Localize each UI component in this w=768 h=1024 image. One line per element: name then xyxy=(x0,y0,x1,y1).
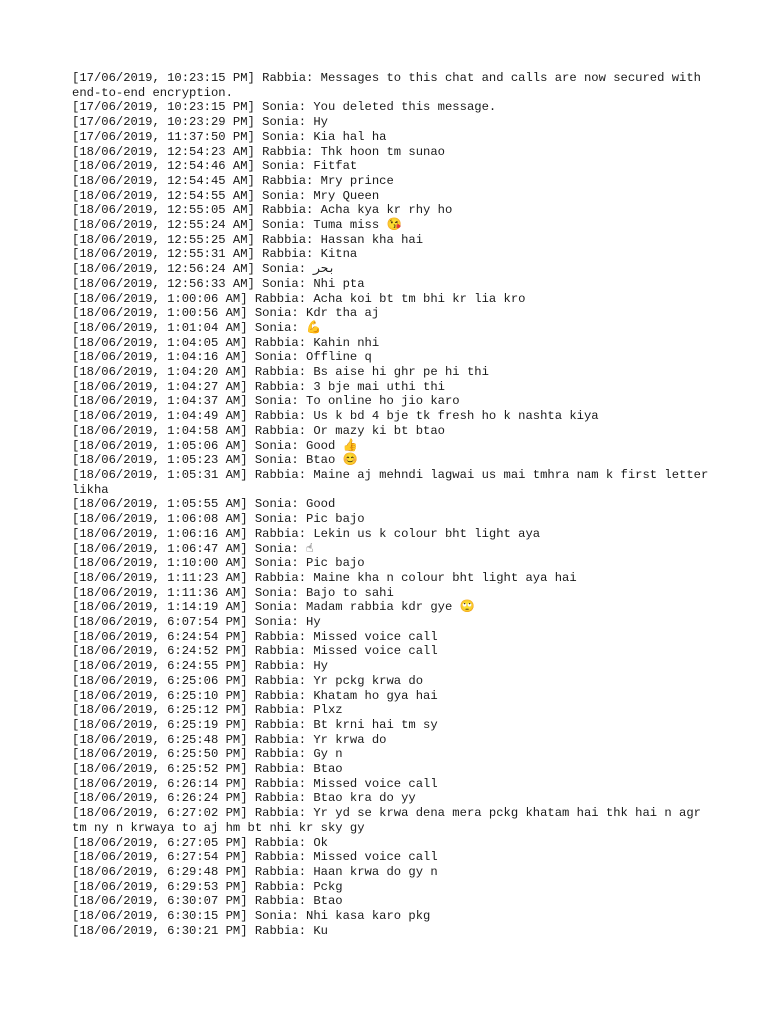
chat-export-page xyxy=(72,71,716,938)
chat-message-line: [18/06/2019, 6:25:06 PM] Rabbia: Yr pckg krwa do xyxy=(72,673,424,688)
chat-message-line: [18/06/2019, 6:30:15 PM] Sonia: Nhi kasa karo pkg xyxy=(72,909,431,924)
chat-message-line: [17/06/2019, 10:23:15 PM] Rabbia: Messages to this chat and calls are now secured with end-to-end encryption. xyxy=(72,71,709,100)
chat-message-line: [18/06/2019, 1:04:16 AM] Sonia: Offline q xyxy=(72,350,372,365)
chat-message-line: [18/06/2019, 12:56:24 AM] Sonia: بحر xyxy=(72,262,336,277)
chat-message-line: [18/06/2019, 6:25:10 PM] Rabbia: Khatam ho gya hai xyxy=(72,688,438,703)
chat-message-line: [18/06/2019, 1:06:08 AM] Sonia: Pic bajo xyxy=(72,512,365,527)
chat-message-line: [18/06/2019, 1:05:55 AM] Sonia: Good xyxy=(72,497,336,512)
chat-message-line: [17/06/2019, 10:23:15 PM] Sonia: You deleted this message. xyxy=(72,100,497,115)
chat-message-line: [18/06/2019, 1:10:00 AM] Sonia: Pic bajo xyxy=(72,556,365,571)
chat-message-line: [18/06/2019, 6:30:07 PM] Rabbia: Btao xyxy=(72,894,343,909)
chat-message-line: [18/06/2019, 6:27:05 PM] Rabbia: Ok xyxy=(72,835,328,850)
chat-message-line: [18/06/2019, 6:24:52 PM] Rabbia: Missed voice call xyxy=(72,644,438,659)
chat-message-line: [18/06/2019, 12:56:33 AM] Sonia: Nhi pta xyxy=(72,276,365,291)
chat-message-line: [18/06/2019, 1:06:47 AM] Sonia: ☝ xyxy=(72,541,314,556)
chat-message-line: [18/06/2019, 6:24:54 PM] Rabbia: Missed voice call xyxy=(72,629,438,644)
chat-message-line: [18/06/2019, 1:04:27 AM] Rabbia: 3 bje mai uthi thi xyxy=(72,379,445,394)
chat-message-line: [18/06/2019, 12:55:24 AM] Sonia: Tuma miss 😘 xyxy=(72,218,402,233)
chat-message-line: [18/06/2019, 1:00:06 AM] Rabbia: Acha koi bt tm bhi kr lia kro xyxy=(72,291,526,306)
chat-message-line: [18/06/2019, 1:04:49 AM] Rabbia: Us k bd 4 bje tk fresh ho k nashta kiya xyxy=(72,409,599,424)
chat-message-line: [18/06/2019, 12:54:45 AM] Rabbia: Mry prince xyxy=(72,173,394,188)
chat-message-line: [17/06/2019, 11:37:50 PM] Sonia: Kia hal ha xyxy=(72,129,387,144)
chat-message-line: [18/06/2019, 6:25:52 PM] Rabbia: Btao xyxy=(72,762,343,777)
chat-message-line: [18/06/2019, 6:25:50 PM] Rabbia: Gy n xyxy=(72,747,343,762)
chat-message-line: [18/06/2019, 6:27:54 PM] Rabbia: Missed voice call xyxy=(72,850,438,865)
chat-message-line: [18/06/2019, 6:29:53 PM] Rabbia: Pckg xyxy=(72,879,343,894)
chat-message-line: [18/06/2019, 6:07:54 PM] Sonia: Hy xyxy=(72,615,321,630)
chat-message-line: [18/06/2019, 12:55:31 AM] Rabbia: Kitna xyxy=(72,247,358,262)
chat-message-line: [18/06/2019, 6:26:24 PM] Rabbia: Btao kra do yy xyxy=(72,791,416,806)
chat-message-line: [18/06/2019, 6:25:48 PM] Rabbia: Yr krwa do xyxy=(72,732,387,747)
chat-message-line: [18/06/2019, 12:54:55 AM] Sonia: Mry Queen xyxy=(72,188,380,203)
chat-message-line: [18/06/2019, 1:14:19 AM] Sonia: Madam rabbia kdr gye 🙄 xyxy=(72,600,475,615)
chat-message-line: [18/06/2019, 1:11:36 AM] Sonia: Bajo to sahi xyxy=(72,585,394,600)
chat-message-line: [18/06/2019, 1:04:37 AM] Sonia: To online ho jio karo xyxy=(72,394,460,409)
chat-message-line: [18/06/2019, 12:55:25 AM] Rabbia: Hassan kha hai xyxy=(72,232,424,247)
chat-message-line: [17/06/2019, 10:23:29 PM] Sonia: Hy xyxy=(72,115,328,130)
chat-message-line: [18/06/2019, 1:05:06 AM] Sonia: Good 👍 xyxy=(72,438,358,453)
chat-message-line: [18/06/2019, 6:25:12 PM] Rabbia: Plxz xyxy=(72,703,343,718)
chat-log xyxy=(72,71,716,938)
chat-message-line: [18/06/2019, 12:54:23 AM] Rabbia: Thk hoon tm sunao xyxy=(72,144,445,159)
chat-message-line: [18/06/2019, 1:11:23 AM] Rabbia: Maine kha n colour bht light aya hai xyxy=(72,570,577,585)
chat-message-line: [18/06/2019, 1:04:20 AM] Rabbia: Bs aise hi ghr pe hi thi xyxy=(72,365,489,380)
chat-message-line: [18/06/2019, 6:29:48 PM] Rabbia: Haan krwa do gy n xyxy=(72,864,438,879)
chat-message-line: [18/06/2019, 1:00:56 AM] Sonia: Kdr tha aj xyxy=(72,306,380,321)
chat-message-line: [18/06/2019, 1:01:04 AM] Sonia: 💪 xyxy=(72,320,322,335)
chat-message-line: [18/06/2019, 6:25:19 PM] Rabbia: Bt krni hai tm sy xyxy=(72,717,438,732)
chat-message-line: [18/06/2019, 1:04:58 AM] Rabbia: Or mazy ki bt btao xyxy=(72,423,445,438)
chat-message-line: [18/06/2019, 6:26:14 PM] Rabbia: Missed voice call xyxy=(72,776,438,791)
chat-message-line: [18/06/2019, 1:04:05 AM] Rabbia: Kahin nhi xyxy=(72,335,380,350)
chat-message-line: [18/06/2019, 6:24:55 PM] Rabbia: Hy xyxy=(72,659,328,674)
chat-message-line: [18/06/2019, 12:55:05 AM] Rabbia: Acha kya kr rhy ho xyxy=(72,203,453,218)
chat-message-line: [18/06/2019, 6:30:21 PM] Rabbia: Ku xyxy=(72,923,328,938)
chat-message-line: [18/06/2019, 1:06:16 AM] Rabbia: Lekin us k colour bht light aya xyxy=(72,526,541,541)
chat-message-line: [18/06/2019, 1:05:23 AM] Sonia: Btao 😊 xyxy=(72,453,358,468)
chat-message-line: [18/06/2019, 6:27:02 PM] Rabbia: Yr yd se krwa dena mera pckg khatam hai thk hai n agr tm ny n krwaya to aj hm bt nhi kr sky gy xyxy=(72,806,709,835)
chat-message-line: [18/06/2019, 1:05:31 AM] Rabbia: Maine aj mehndi lagwai us mai tmhra nam k first letter likha xyxy=(72,467,716,497)
chat-message-line: [18/06/2019, 12:54:46 AM] Sonia: Fitfat xyxy=(72,159,358,174)
